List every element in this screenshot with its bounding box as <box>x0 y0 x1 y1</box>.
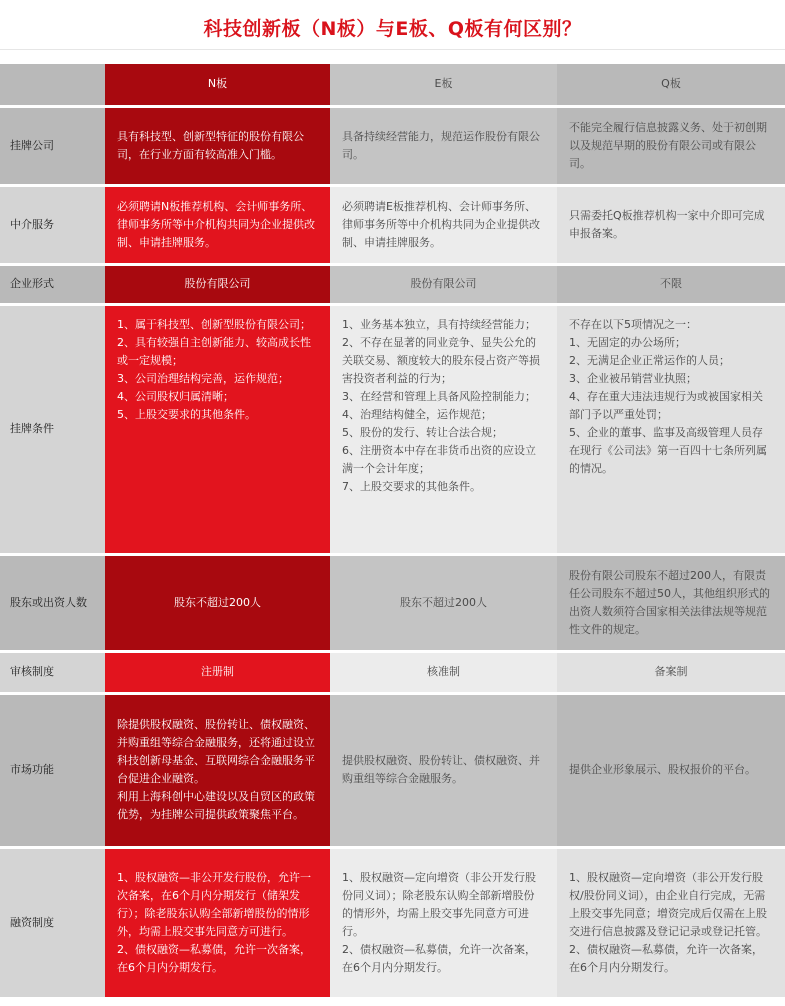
cell-n: 除提供股权融资、股份转让、债权融资、并购重组等综合金融服务，还将通过设立科技创新母基金、互联网综合金融服务平台促进企业融资。 利用上海科创中心建设以及自贸区的政策优势，为挂牌公司提供政策聚焦平台。 <box>105 693 330 847</box>
header-row <box>0 64 785 106</box>
table-row <box>0 847 785 997</box>
table-row <box>0 264 785 304</box>
cell-q: 提供企业形象展示、股权报价的平台。 <box>557 693 785 847</box>
cell-q: 不能完全履行信息披露义务、处于初创期以及规范早期的股份有限公司或有限公司。 <box>557 106 785 185</box>
column-header-q: Q板 <box>557 64 785 106</box>
table-row <box>0 185 785 264</box>
cell-n: 1、股权融资—非公开发行股份，允许一次备案，在6个月内分期发行（储架发行）；除老股东认购全部新增股份的情形外，均需上股交事先同意方可进行。 2、债权融资—私募债，允许一次备案，在6个月内分期发行。 <box>105 847 330 997</box>
table-row <box>0 651 785 693</box>
table-row <box>0 106 785 185</box>
column-header-n: N板 <box>105 64 330 106</box>
table-row <box>0 554 785 651</box>
cell-e: 1、业务基本独立，具有持续经营能力； 2、不存在显著的同业竞争、显失公允的关联交易、额度较大的股东侵占资产等损害投资者利益的行为； 3、在经营和管理上具备风险控制能力； 4、治理结构健全，运作规范； 5、股份的发行、转让合法合规； 6、注册资本中存在非货币出资的应设立满一个会计年度； 7、上股交要求的其他条件。 <box>330 304 557 554</box>
cell-e: 具备持续经营能力，规范运作股份有限公司。 <box>330 106 557 185</box>
cell-n: 必须聘请N板推荐机构、会计师事务所、律师事务所等中介机构共同为企业提供改制、申请挂牌服务。 <box>105 185 330 264</box>
cell-e: 1、股权融资—定向增资（非公开发行股份同义词）；除老股东认购全部新增股份的情形外，均需上股交事先同意方可进行。 2、债权融资—私募债，允许一次备案，在6个月内分期发行。 <box>330 847 557 997</box>
row-label: 审核制度 <box>0 651 105 693</box>
cell-e: 提供股权融资、股份转让、债权融资、并购重组等综合金融服务。 <box>330 693 557 847</box>
page-title: 科技创新板（N板）与E板、Q板有何区别？ <box>203 18 582 40</box>
row-label: 企业形式 <box>0 264 105 304</box>
comparison-table <box>0 64 785 997</box>
row-label: 挂牌公司 <box>0 106 105 185</box>
cell-q: 备案制 <box>557 651 785 693</box>
cell-q: 只需委托Q板推荐机构一家中介即可完成申报备案。 <box>557 185 785 264</box>
cell-n: 1、属于科技型、创新型股份有限公司； 2、具有较强自主创新能力、较高成长性或一定规模； 3、公司治理结构完善，运作规范； 4、公司股权归属清晰； 5、上股交要求的其他条件。 <box>105 304 330 554</box>
cell-n: 股东不超过200人 <box>105 554 330 651</box>
row-label: 挂牌条件 <box>0 304 105 554</box>
cell-n: 注册制 <box>105 651 330 693</box>
table-row <box>0 693 785 847</box>
cell-e: 核准制 <box>330 651 557 693</box>
row-label: 中介服务 <box>0 185 105 264</box>
column-header-e: E板 <box>330 64 557 106</box>
cell-e: 股份有限公司 <box>330 264 557 304</box>
table-row <box>0 304 785 554</box>
cell-q: 1、股权融资—定向增资（非公开发行股权/股份同义词），由企业自行完成，无需上股交事先同意；增资完成后仅需在上股交进行信息披露及登记记录或登记托管。 2、债权融资—私募债，允许一次备案，在6个月内分期发行。 <box>557 847 785 997</box>
cell-q: 不限 <box>557 264 785 304</box>
row-label: 股东或出资人数 <box>0 554 105 651</box>
row-label: 市场功能 <box>0 693 105 847</box>
cell-q: 不存在以下5项情况之一： 1、无固定的办公场所； 2、无满足企业正常运作的人员； 3、企业被吊销营业执照； 4、存在重大违法违规行为或被国家相关部门予以严重处罚； 5、企业的董事、监事及高级管理人员存在现行《公司法》第一百四十七条所列属的情况。 <box>557 304 785 554</box>
header-corner <box>0 64 105 106</box>
cell-q: 股份有限公司股东不超过200人，有限责任公司股东不超过50人，其他组织形式的出资人数须符合国家相关法律法规等规范性文件的规定。 <box>557 554 785 651</box>
cell-n: 股份有限公司 <box>105 264 330 304</box>
row-label: 融资制度 <box>0 847 105 997</box>
cell-n: 具有科技型、创新型特征的股份有限公司，在行业方面有较高准入门槛。 <box>105 106 330 185</box>
cell-e: 必须聘请E板推荐机构、会计师事务所、律师事务所等中介机构共同为企业提供改制、申请挂牌服务。 <box>330 185 557 264</box>
cell-e: 股东不超过200人 <box>330 554 557 651</box>
title-divider <box>0 49 785 50</box>
